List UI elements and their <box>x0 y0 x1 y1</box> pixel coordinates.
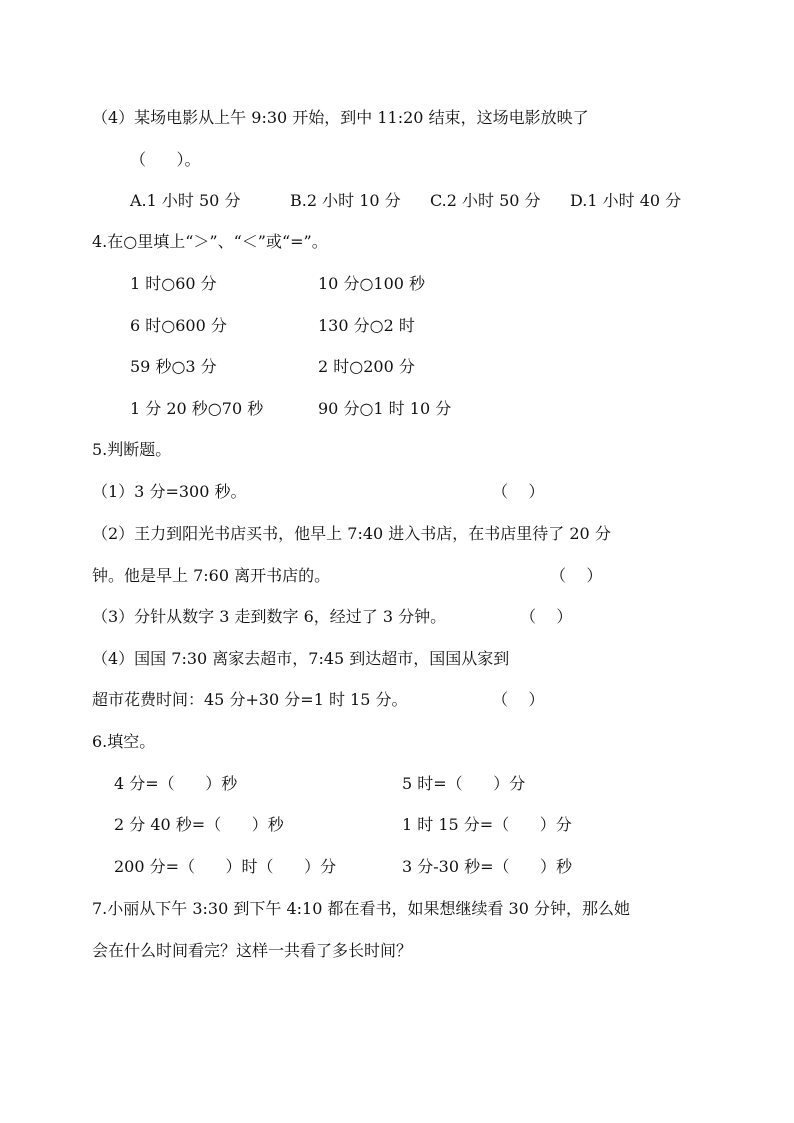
q5-item-2-blank: （ ） <box>550 566 603 585</box>
q4-item: 1 时○60 分 <box>130 274 217 293</box>
q6-item: 200 分=（ ）时（ ）分 <box>114 857 337 876</box>
q3-4-option-c: C.2 小时 50 分 <box>430 191 541 210</box>
q5-item-3: （3）分针从数字 3 走到数字 6，经过了 3 分钟。 <box>92 607 447 626</box>
q3-4-option-d: D.1 小时 40 分 <box>570 191 682 210</box>
q6-item: 4 分=（ ）秒 <box>114 774 238 793</box>
q4-item: 6 时○600 分 <box>130 316 227 335</box>
q3-4-answer-blank: （ ）。 <box>130 150 201 169</box>
q4-item: 130 分○2 时 <box>318 316 415 335</box>
q5-item-1-blank: （ ） <box>492 482 545 501</box>
q4-item: 10 分○100 秒 <box>318 274 426 293</box>
q6-item: 2 分 40 秒=（ ）秒 <box>114 815 284 834</box>
q6-item: 1 时 15 分=（ ）分 <box>402 815 572 834</box>
q5-item-4-blank: （ ） <box>492 690 545 709</box>
q6-item: 3 分-30 秒=（ ）秒 <box>402 857 573 876</box>
q3-4-stem: （4）某场电影从上午 9:30 开始，到中 11:20 结束，这场电影放映了 <box>92 108 589 127</box>
q5-item-2-line-1: （2）王力到阳光书店买书，他早上 7:40 进入书店，在书店里待了 20 分 <box>92 524 611 543</box>
q5-item-4-line-1: （4）国国 7:30 离家去超市，7:45 到达超市，国国从家到 <box>92 649 510 668</box>
q5-item-2-line-2: 钟。他是早上 7:60 离开书店的。 <box>92 566 331 585</box>
q4-item: 59 秒○3 分 <box>130 357 217 376</box>
q3-4-option-a: A.1 小时 50 分 <box>130 191 241 210</box>
q4-item: 90 分○1 时 10 分 <box>318 399 452 418</box>
q5-item-3-blank: （ ） <box>520 607 573 626</box>
q7-line-2: 会在什么时间看完？这样一共看了多长时间？ <box>92 941 413 960</box>
q4-item: 1 分 20 秒○70 秒 <box>130 399 264 418</box>
q5-item-4-line-2: 超市花费时间：45 分+30 分=1 时 15 分。 <box>92 690 408 709</box>
q7-line-1: 7.小丽从下午 3:30 到下午 4:10 都在看书，如果想继续看 30 分钟，那么她 <box>92 899 631 918</box>
q5-item-1: （1）3 分=300 秒。 <box>92 482 247 501</box>
q6-item: 5 时=（ ）分 <box>402 774 526 793</box>
q4-title: 4.在○里填上“＞”、“＜”或“=”。 <box>92 232 328 251</box>
q5-title: 5.判断题。 <box>92 440 172 459</box>
q6-title: 6.填空。 <box>92 732 156 751</box>
q4-item: 2 时○200 分 <box>318 357 415 376</box>
q3-4-option-b: B.2 小时 10 分 <box>290 191 401 210</box>
